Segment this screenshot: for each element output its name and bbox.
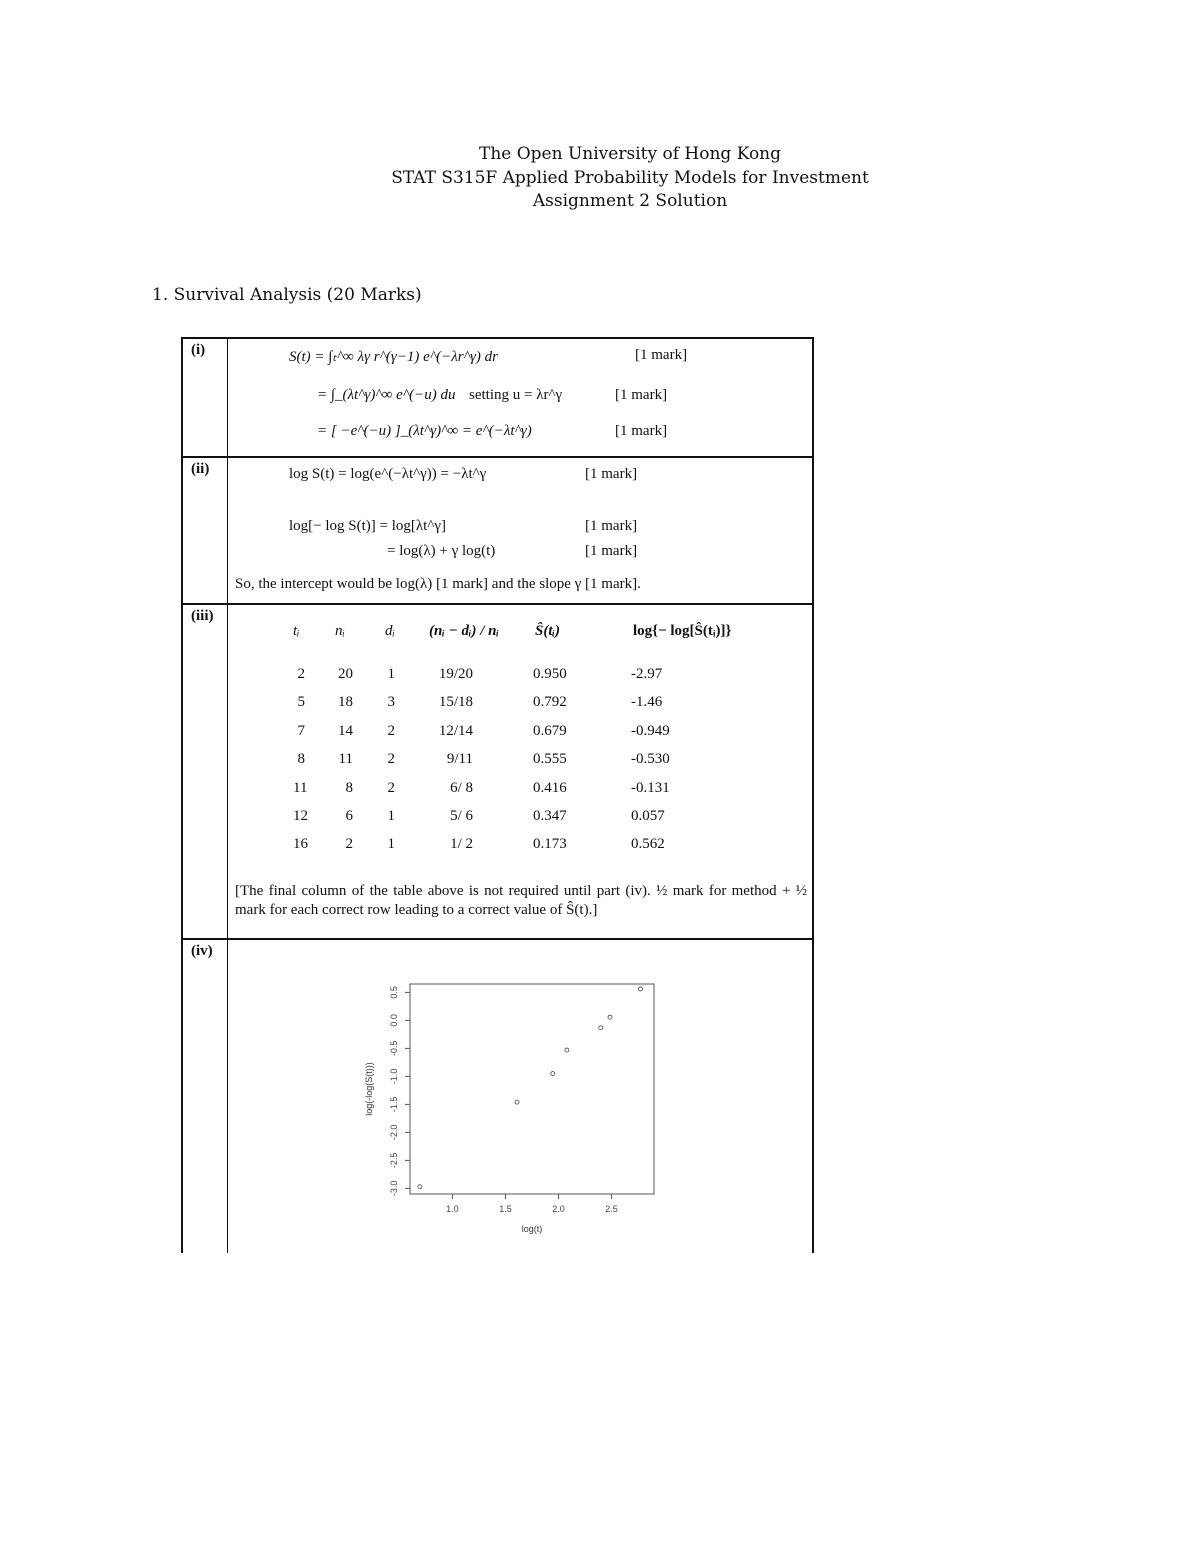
mark-label: [1 mark]	[615, 387, 668, 403]
part-label: (iii)	[191, 608, 214, 624]
table-header: nᵢ	[335, 623, 345, 639]
table-cell: 0.555	[533, 751, 567, 768]
plot-frame	[410, 984, 654, 1194]
data-point	[608, 1015, 612, 1019]
mark-label: [1 mark]	[615, 423, 668, 439]
table-cell: 19/20	[438, 666, 473, 682]
part-i-row	[181, 337, 814, 458]
table-cell: 0.679	[533, 722, 567, 739]
mark-label: [1 mark]	[585, 543, 638, 559]
table-cell: 6/ 8	[450, 779, 473, 796]
data-point	[418, 1185, 422, 1189]
column-divider	[227, 605, 228, 940]
table-cell: 2	[387, 751, 395, 768]
table-cell: 20	[338, 666, 353, 682]
column-divider	[227, 458, 228, 605]
table-cell: 7	[297, 722, 305, 739]
x-tick-label: 2.5	[605, 1204, 618, 1214]
data-point	[565, 1048, 569, 1052]
table-cell: 12	[293, 808, 308, 824]
mark-label: [1 mark]	[635, 347, 688, 363]
data-point	[599, 1026, 603, 1030]
data-point	[639, 987, 643, 991]
equation: = log(λ) + γ log(t)	[387, 543, 496, 559]
data-point	[515, 1100, 519, 1104]
table-cell: 0.347	[533, 808, 567, 824]
part-label: (iv)	[191, 943, 213, 959]
table-cell: 12/14	[438, 722, 473, 739]
y-tick-label: -1.0	[389, 1068, 399, 1085]
table-cell: 14	[338, 722, 353, 739]
y-tick-label: -2.5	[389, 1152, 399, 1169]
table-header: tᵢ	[293, 623, 300, 639]
equation: log S(t) = log(e^(−λt^γ)) = −λt^γ	[289, 466, 487, 482]
y-tick-label: 0.0	[389, 1014, 399, 1027]
y-tick-label: 0.5	[389, 986, 399, 999]
part-label: (ii)	[191, 461, 210, 477]
table-cell: 1	[387, 808, 395, 824]
table-cell: 18	[338, 694, 353, 711]
document-header	[330, 143, 930, 214]
course-title: STAT S315F Applied Probability Models for Investment	[391, 167, 869, 188]
table-cell: 16	[293, 836, 308, 853]
table-cell: 0.792	[533, 694, 567, 711]
equation: S(t) = ∫ₜ^∞ λγ r^(γ−1) e^(−λr^γ) dr	[289, 349, 498, 365]
table-cell: -0.949	[631, 722, 670, 739]
equation: log[− log S(t)] = log[λt^γ]	[289, 518, 447, 534]
table-cell: 9/11	[446, 751, 473, 768]
table-cell: -0.530	[631, 751, 670, 768]
data-point	[551, 1072, 555, 1076]
table-cell: 0.562	[631, 836, 665, 853]
equation: = [ −e^(−u) ]_(λt^γ)^∞ = e^(−λt^γ)	[317, 423, 532, 439]
table-cell: 8	[297, 751, 305, 768]
table-cell: 0.057	[631, 808, 665, 824]
table-cell: 5/ 6	[450, 808, 473, 824]
part-label: (i)	[191, 342, 206, 358]
table-cell: 6	[345, 808, 353, 824]
table-cell: 0.950	[533, 666, 567, 682]
scatter-plot	[360, 960, 680, 1250]
table-cell: 5	[297, 694, 305, 711]
table-cell: -0.131	[631, 779, 670, 796]
table-cell: 1	[387, 836, 395, 853]
table-cell: -1.46	[631, 694, 663, 711]
table-cell: 11	[338, 751, 353, 768]
mark-label: [1 mark]	[585, 466, 638, 482]
table-cell: 1	[387, 666, 395, 682]
y-axis-label: log(-log(S(t)))	[364, 1062, 374, 1116]
column-divider	[227, 940, 228, 1253]
x-axis-label: log(t)	[521, 1224, 543, 1234]
table-cell: -2.97	[631, 666, 663, 682]
table-cell: 2	[387, 779, 395, 796]
table-note: [The final column of the table above is not required until part (iv). ½ mark for method + ½ mark for each correct row leading to a correct value of Ŝ(t).]	[235, 883, 807, 918]
substitution-note: setting u = λr^γ	[469, 387, 563, 403]
conclusion-text: So, the intercept would be log(λ) [1 mark] and the slope γ [1 mark].	[235, 576, 641, 592]
table-header: log{− log[Ŝ(tᵢ)]}	[633, 623, 732, 639]
part-ii-row	[181, 456, 814, 605]
y-tick-label: -2.0	[389, 1124, 399, 1141]
y-tick-label: -1.5	[389, 1096, 399, 1113]
column-divider	[227, 339, 228, 458]
table-cell: 1/ 2	[450, 836, 473, 853]
table-header: (nᵢ − dᵢ) / nᵢ	[429, 623, 500, 639]
table-cell: 2	[297, 666, 305, 682]
table-cell: 0.416	[533, 779, 567, 796]
university-name: The Open University of Hong Kong	[478, 144, 782, 164]
section-title: 1. Survival Analysis (20 Marks)	[152, 285, 422, 305]
x-tick-label: 1.5	[499, 1204, 512, 1214]
table-header: dᵢ	[385, 623, 395, 639]
y-tick-label: -0.5	[389, 1040, 399, 1057]
equation: = ∫_(λt^γ)^∞ e^(−u) du	[317, 387, 456, 403]
x-tick-label: 2.0	[552, 1204, 565, 1214]
assignment-title: Assignment 2 Solution	[532, 191, 728, 211]
table-cell: 3	[387, 694, 395, 711]
table-cell: 0.173	[533, 836, 567, 853]
mark-label: [1 mark]	[585, 518, 638, 534]
x-tick-label: 1.0	[446, 1204, 459, 1214]
table-cell: 2	[387, 722, 395, 739]
table-header: Ŝ(tᵢ)	[535, 623, 561, 639]
table-cell: 11	[293, 779, 308, 796]
table-cell: 15/18	[438, 694, 473, 711]
y-tick-label: -3.0	[389, 1180, 399, 1197]
table-cell: 8	[345, 779, 353, 796]
table-cell: 2	[345, 836, 353, 853]
part-iii-row	[181, 603, 814, 940]
